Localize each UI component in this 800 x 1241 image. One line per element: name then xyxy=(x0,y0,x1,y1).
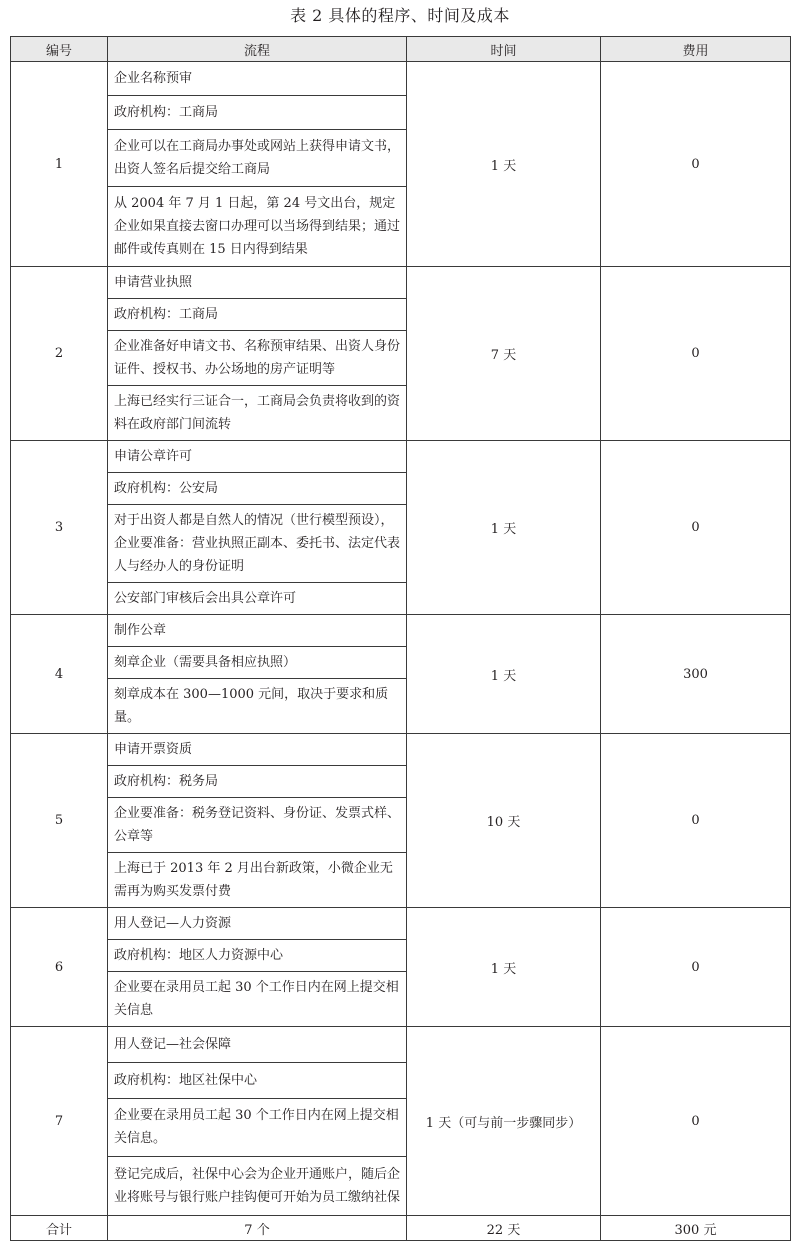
process-step: 刻章企业（需要具备相应执照） xyxy=(108,646,406,678)
row-id: 2 xyxy=(11,267,108,441)
table-row xyxy=(11,441,791,615)
process-cell xyxy=(108,615,407,734)
process-step: 申请开票资质 xyxy=(114,742,193,757)
table-title: 表 2 具体的程序、时间及成本 xyxy=(290,6,510,25)
total-label: 合计 xyxy=(11,1216,108,1241)
row-time: 1 天（可与前一步骤同步） xyxy=(407,1027,601,1216)
row-time: 7 天 xyxy=(407,267,601,441)
row-id: 1 xyxy=(11,62,108,267)
process-steps xyxy=(108,267,406,440)
process-step: 对于出资人都是自然人的情况（世行模型预设），企业要准备：营业执照正副本、委托书、法定代表人与经办人的身份证明 xyxy=(108,504,406,582)
process-step: 公安部门审核后会出具公章许可 xyxy=(108,582,406,614)
table-row xyxy=(11,734,791,908)
process-step: 企业可以在工商局办事处或网站上获得申请文书，出资人签名后提交给工商局 xyxy=(108,129,406,186)
process-step: 申请公章许可 xyxy=(114,449,193,464)
process-step: 政府机构：公安局 xyxy=(108,472,406,504)
row-cost: 0 xyxy=(601,908,791,1027)
process-step: 政府机构：工商局 xyxy=(108,95,406,129)
table-body xyxy=(11,62,791,1241)
process-step: 企业要在录用员工起 30 个工作日内在网上提交相关信息 xyxy=(108,971,406,1026)
row-cost: 0 xyxy=(601,1027,791,1216)
table-row xyxy=(11,908,791,1027)
row-time: 1 天 xyxy=(407,62,601,267)
process-step: 上海已于 2013 年 2 月出台新政策，小微企业无需再为购买发票付费 xyxy=(108,852,406,907)
process-cell xyxy=(108,62,407,267)
row-cost: 0 xyxy=(601,441,791,615)
row-time: 1 天 xyxy=(407,908,601,1027)
total-row xyxy=(11,1216,791,1241)
process-steps xyxy=(108,62,406,266)
process-step: 企业准备好申请文书、名称预审结果、出资人身份证件、授权书、办公场地的房产证明等 xyxy=(108,330,406,385)
process-cell xyxy=(108,267,407,441)
process-steps xyxy=(108,908,406,1026)
total-steps: 7 个 xyxy=(108,1216,407,1241)
row-id: 7 xyxy=(11,1027,108,1216)
process-step: 用人登记—社会保障 xyxy=(114,1036,232,1052)
process-step: 从 2004 年 7 月 1 日起，第 24 号文出台，规定企业如果直接去窗口办理可以当场得到结果；通过邮件或传真则在 15 日内得到结果 xyxy=(108,186,406,266)
header-id: 编号 xyxy=(11,37,108,62)
process-cell xyxy=(108,1027,407,1216)
header-process: 流程 xyxy=(108,37,407,62)
process-step: 申请营业执照 xyxy=(114,275,193,290)
row-time: 10 天 xyxy=(407,734,601,908)
process-step: 政府机构：地区社保中心 xyxy=(108,1062,406,1098)
process-step: 登记完成后，社保中心会为企业开通账户，随后企业将账号与银行账户挂钩便可开始为员工缴纳社保 xyxy=(108,1156,406,1215)
process-step: 上海已经实行三证合一，工商局会负责将收到的资料在政府部门间流转 xyxy=(108,385,406,440)
process-step: 政府机构：地区人力资源中心 xyxy=(108,939,406,971)
row-cost: 0 xyxy=(601,267,791,441)
row-time: 1 天 xyxy=(407,615,601,734)
process-step: 企业要在录用员工起 30 个工作日内在网上提交相关信息。 xyxy=(108,1098,406,1157)
process-steps xyxy=(108,1027,406,1215)
row-id: 4 xyxy=(11,615,108,734)
process-step: 政府机构：税务局 xyxy=(108,765,406,797)
header-time: 时间 xyxy=(407,37,601,62)
process-steps xyxy=(108,734,406,907)
total-time: 22 天 xyxy=(407,1216,601,1241)
table-row xyxy=(11,1027,791,1216)
header-row xyxy=(11,37,791,62)
process-step: 企业名称预审 xyxy=(114,71,193,86)
process-cell xyxy=(108,908,407,1027)
row-id: 6 xyxy=(11,908,108,1027)
process-step: 制作公章 xyxy=(114,623,167,638)
process-steps xyxy=(108,615,406,733)
procedure-table xyxy=(10,36,791,1241)
process-step: 刻章成本在 300—1000 元间，取决于要求和质量。 xyxy=(108,678,406,733)
process-cell xyxy=(108,734,407,908)
process-cell xyxy=(108,441,407,615)
table-row xyxy=(11,267,791,441)
row-cost: 0 xyxy=(601,734,791,908)
process-step: 用人登记—人力资源 xyxy=(114,916,232,931)
table-row xyxy=(11,62,791,267)
row-cost: 0 xyxy=(601,62,791,267)
header-cost: 费用 xyxy=(601,37,791,62)
row-cost: 300 xyxy=(601,615,791,734)
table-row xyxy=(11,615,791,734)
process-steps xyxy=(108,441,406,614)
row-id: 5 xyxy=(11,734,108,908)
process-step: 政府机构：工商局 xyxy=(108,298,406,330)
process-step: 企业要准备：税务登记资料、身份证、发票式样、公章等 xyxy=(108,797,406,852)
total-cost: 300 元 xyxy=(601,1216,791,1241)
row-time: 1 天 xyxy=(407,441,601,615)
row-id: 3 xyxy=(11,441,108,615)
